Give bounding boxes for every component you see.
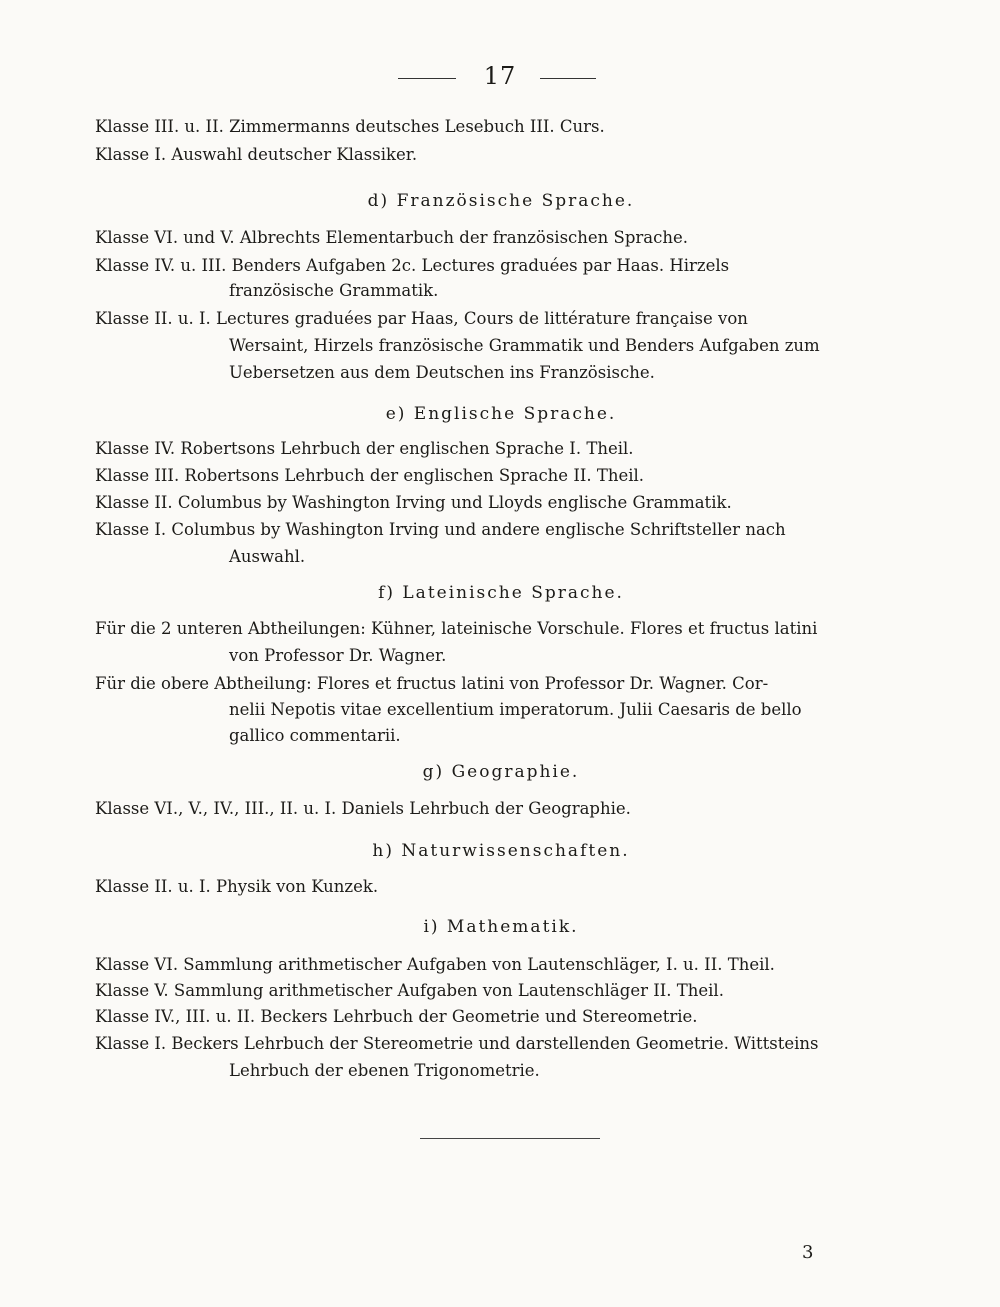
text-line: Klasse III. u. II. Zimmermanns deutsches Lesebuch III. Curs. [95,117,605,136]
text-line-continued: Lehrbuch der ebenen Trigonometrie. [229,1061,540,1080]
text-line: Klasse VI., V., IV., III., II. u. I. Daniels Lehrbuch der Geographie. [95,799,631,818]
text-line: Klasse II. u. I. Physik von Kunzek. [95,877,379,896]
end-rule [420,1138,600,1139]
section-heading-mathematics: i) Mathematik. [423,917,579,937]
section-heading-french: d) Französische Sprache. [367,191,635,211]
text-line: Für die obere Abtheilung: Flores et fructus latini von Professor Dr. Wagner. Cor- [95,674,769,693]
section-heading-english: e) Englische Sprache. [385,404,617,424]
text-line-continued: von Professor Dr. Wagner. [229,646,447,665]
page-number: 17 [483,62,517,90]
text-line: Klasse I. Columbus by Washington Irving und andere englische Schriftsteller nach [95,520,786,539]
text-line: Für die 2 unteren Abtheilungen: Kühner, lateinische Vorschule. Flores et fructus latini [95,619,818,638]
text-line-continued: französische Grammatik. [229,281,439,300]
text-line-continued: Auswahl. [229,547,306,566]
text-line: Klasse I. Auswahl deutscher Klassiker. [95,145,418,164]
page-header [0,62,1000,92]
text-line-continued: Uebersetzen aus dem Deutschen ins Französische. [229,363,655,382]
text-line: Klasse IV. Robertsons Lehrbuch der englischen Sprache I. Theil. [95,439,634,458]
section-heading-natural-sciences: h) Naturwissenschaften. [372,841,630,861]
text-line: Klasse II. Columbus by Washington Irving und Lloyds englische Grammatik. [95,493,732,512]
text-line: Klasse VI. und V. Albrechts Elementarbuch der französischen Sprache. [95,228,689,247]
header-rule-right [540,78,596,79]
text-line-continued: gallico commentarii. [229,726,401,745]
text-line: Klasse V. Sammlung arithmetischer Aufgaben von Lautenschläger II. Theil. [95,981,724,1000]
signature-mark: 3 [802,1242,814,1263]
text-line: Klasse III. Robertsons Lehrbuch der englischen Sprache II. Theil. [95,466,645,485]
section-heading-latin: f) Lateinische Sprache. [378,583,624,603]
text-line-continued: nelii Nepotis vitae excellentium imperatorum. Julii Caesaris de bello [229,700,802,719]
text-line: Klasse IV., III. u. II. Beckers Lehrbuch der Geometrie und Stereometrie. [95,1007,698,1026]
text-line-continued: Wersaint, Hirzels französische Grammatik und Benders Aufgaben zum [229,336,820,355]
text-line: Klasse VI. Sammlung arithmetischer Aufgaben von Lautenschläger, I. u. II. Theil. [95,955,775,974]
text-line: Klasse II. u. I. Lectures graduées par Haas, Cours de littérature française von [95,309,748,328]
text-line: Klasse I. Beckers Lehrbuch der Stereometrie und darstellenden Geometrie. Wittsteins [95,1034,819,1053]
text-line: Klasse IV. u. III. Benders Aufgaben 2c. Lectures graduées par Haas. Hirzels [95,256,730,275]
header-rule-left [398,78,456,79]
section-heading-geography: g) Geographie. [422,762,580,782]
